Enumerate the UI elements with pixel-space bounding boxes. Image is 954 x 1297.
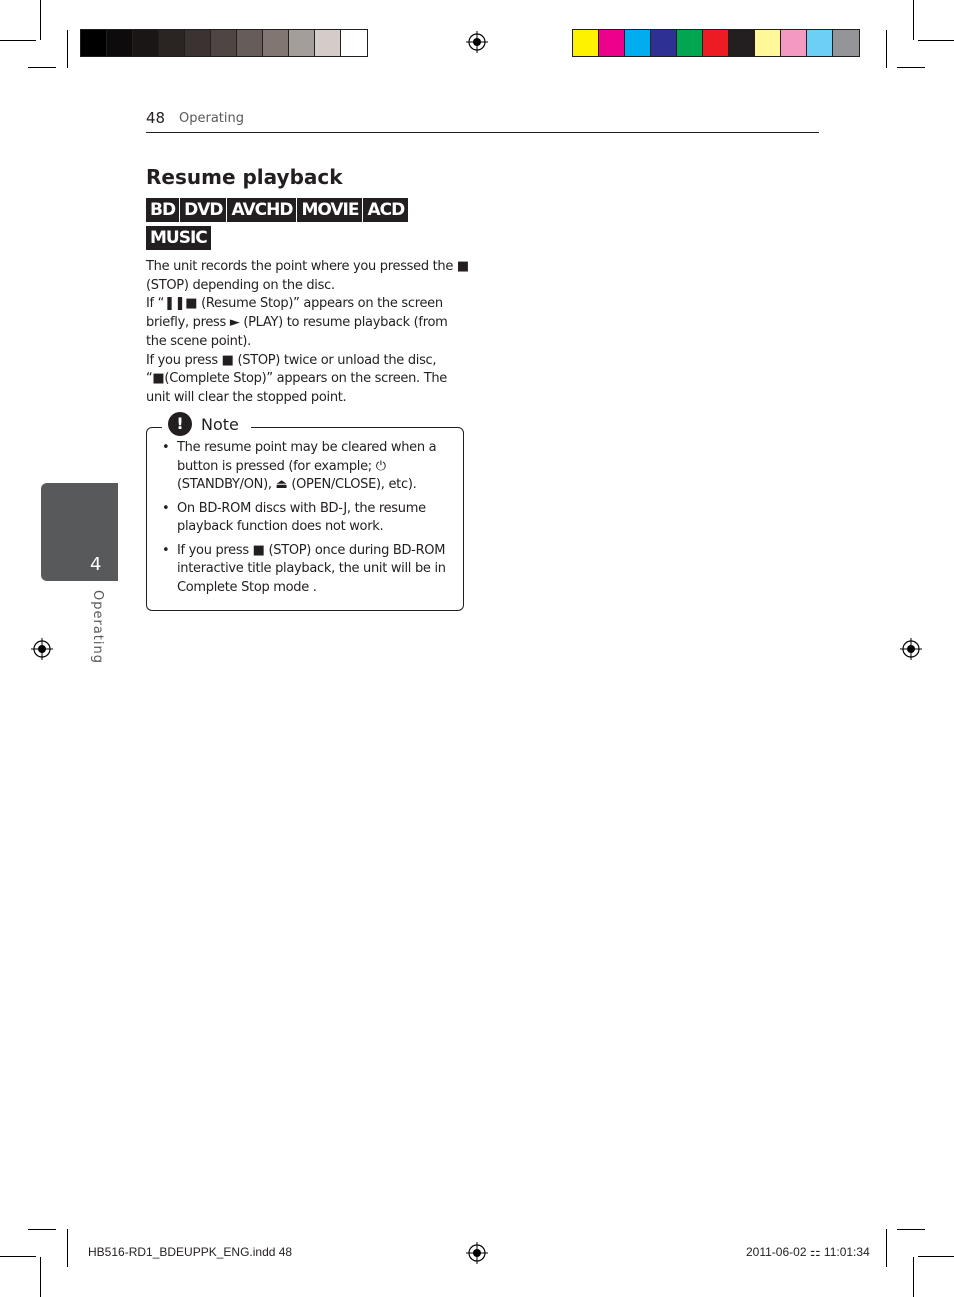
crop-mark [918, 40, 954, 41]
color-swatch [133, 30, 159, 56]
disc-badge-avchd: AVCHD [227, 198, 296, 222]
color-swatch [107, 30, 133, 56]
color-swatch [625, 30, 651, 56]
list-item: • If you press ■ (STOP) once during BD-ROM interactive title playback, the unit will be in Complete Stop mode . [160, 542, 456, 598]
list-item: • The resume point may be cleared when a button is pressed (for example; ⏻ (STANDBY/ON), ⏏ (OPEN/CLOSE), etc). [160, 439, 456, 495]
color-swatch [807, 30, 833, 56]
color-swatch [341, 30, 367, 56]
disc-badge-movie: MOVIE [297, 198, 362, 222]
registration-mark-icon [900, 638, 922, 660]
crop-mark [913, 1257, 914, 1297]
color-swatch [159, 30, 185, 56]
registration-mark-icon [466, 31, 488, 53]
footer-datetime: 2011-06-02 ⚏ 11:01:34 [746, 1245, 870, 1259]
crop-mark [40, 1257, 41, 1297]
list-item: • On BD-ROM discs with BD-J, the resume playback function does not work. [160, 500, 456, 537]
disc-type-badges [146, 198, 466, 254]
crop-mark [28, 1229, 56, 1230]
crop-mark [897, 67, 925, 68]
crop-mark [897, 1229, 925, 1230]
crop-mark [886, 30, 887, 68]
body-text [146, 258, 471, 408]
color-swatch [781, 30, 807, 56]
page-title: Resume playback [146, 165, 343, 189]
disc-badge-dvd: DVD [180, 198, 226, 222]
registration-mark-icon [31, 638, 53, 660]
color-swatch [315, 30, 341, 56]
paragraph: If “❚❚■ (Resume Stop)” appears on the screen briefly, press ► (PLAY) to resume playback (from the scene point). [146, 296, 448, 349]
chapter-label: Operating [90, 590, 105, 664]
crop-mark [0, 1256, 36, 1257]
color-swatch-bar [572, 29, 860, 57]
color-swatch [263, 30, 289, 56]
color-swatch [729, 30, 755, 56]
note-header [162, 411, 251, 437]
chapter-number: 4 [90, 554, 102, 575]
color-swatch [573, 30, 599, 56]
color-swatch [237, 30, 263, 56]
chapter-tab [41, 483, 118, 581]
color-swatch [599, 30, 625, 56]
note-list [160, 439, 456, 602]
paragraph: If you press ■ (STOP) twice or unload the disc, “■(Complete Stop)” appears on the screen. The unit will clear the stopped point. [146, 352, 448, 405]
page-number: 48 [146, 109, 166, 127]
color-swatch [703, 30, 729, 56]
crop-mark [918, 1256, 954, 1257]
crop-mark [886, 1229, 887, 1267]
color-swatch [677, 30, 703, 56]
disc-badge-music: MUSIC [146, 226, 211, 250]
header-rule [146, 132, 819, 133]
color-swatch [289, 30, 315, 56]
color-swatch [833, 30, 859, 56]
exclamation-icon: ! [168, 412, 192, 436]
footer-file: HB516-RD1_BDEUPPK_ENG.indd 48 [88, 1245, 293, 1259]
color-swatch [755, 30, 781, 56]
note-label: Note [201, 414, 239, 434]
crop-mark [28, 67, 56, 68]
color-swatch [211, 30, 237, 56]
color-swatch [81, 30, 107, 56]
crop-mark [0, 40, 36, 41]
section-name: Operating [179, 111, 244, 126]
disc-badge-acd: ACD [363, 198, 408, 222]
color-swatch [185, 30, 211, 56]
disc-badge-bd: BD [146, 198, 179, 222]
crop-mark [913, 0, 914, 40]
paragraph: The unit records the point where you pressed the ■ (STOP) depending on the disc. [146, 259, 469, 293]
color-swatch [651, 30, 677, 56]
grey-swatch-bar [80, 29, 368, 57]
crop-mark [40, 0, 41, 40]
crop-mark [67, 1229, 68, 1267]
registration-mark-icon [466, 1242, 488, 1264]
crop-mark [67, 30, 68, 68]
